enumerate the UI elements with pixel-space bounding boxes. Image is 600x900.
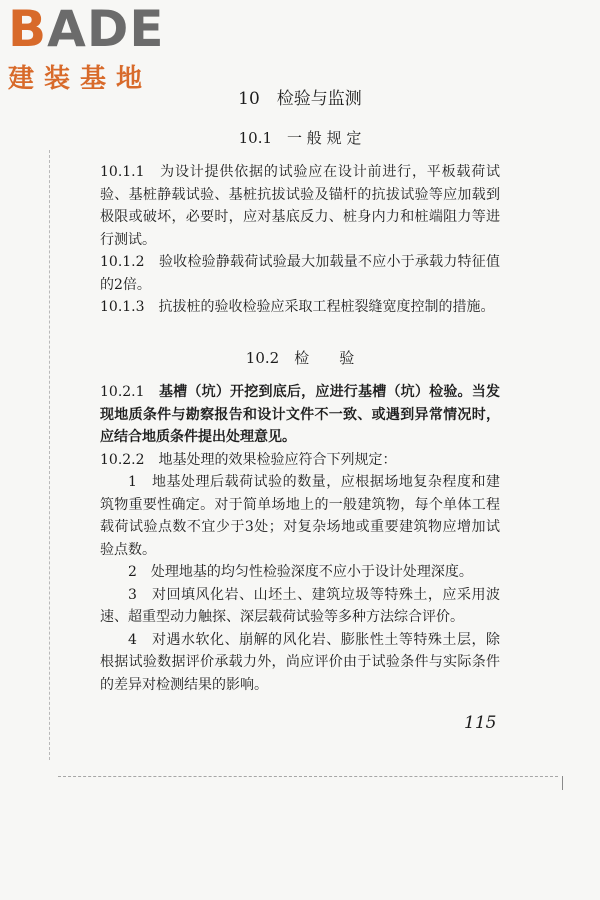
list-item-1: 1 地基处理后载荷试验的数量，应根据场地复杂程度和建筑物重要性确定。对于简单场地上的一般建筑物，每个单体工程载荷试验点数不宜少于3处；对复杂场地或重要建筑物应增加试验点数。 bbox=[100, 474, 500, 558]
list-item-4: 4 对遇水软化、崩解的风化岩、膨胀性土等特殊土层，除根据试验数据评价承载力外，尚应评价由于试验条件与实际条件的差异对检测结果的影响。 bbox=[100, 631, 500, 693]
list-item-3: 3 对回填风化岩、山坯土、建筑垃圾等特殊土，应采用波速、超重型动力触探、深层载荷试验等多种方法综合评价。 bbox=[100, 586, 500, 625]
clause-10-2-2: 10.2.2 地基处理的效果检验应符合下列规定： bbox=[100, 451, 397, 468]
clause-10-2-1: 10.2.1 基槽（坑）开挖到底后，应进行基槽（坑）检验。当发现地质条件与勘察报告和设计文件不一致、或遇到异常情况时，应结合地质条件提出处理意见。 bbox=[100, 384, 500, 445]
chapter-title: 10 检验与监测 bbox=[238, 89, 362, 109]
list-item-2: 2 处理地基的均匀性检验深度不应小于设计处理深度。 bbox=[128, 564, 473, 580]
page-bottom-line bbox=[58, 776, 558, 778]
page-edge-mark bbox=[562, 776, 563, 790]
clause-10-1-2: 10.1.2 验收检验静载荷试验最大加载量不应小于承载力特征值的2倍。 bbox=[100, 254, 500, 293]
logo-wordmark: BADE bbox=[8, 0, 165, 58]
clause-10-1-1: 10.1.1 为设计提供依据的试验应在设计前进行，平板载荷试验、基桩静载试验、基桩抗拔试验及锚杆的抗拔试验等应加载到极限或破坏，必要时，应对基底反力、桩身内力和桩端阻力等进行测试。 bbox=[100, 164, 501, 248]
section-title-10-2: 10.2 检 验 bbox=[245, 348, 355, 367]
clause-10-1-3: 10.1.3 抗拔桩的验收检验应采取工程桩裂缝宽度控制的措施。 bbox=[100, 299, 495, 315]
logo bbox=[8, 0, 165, 95]
document-page bbox=[100, 88, 500, 696]
page-number: 115 bbox=[464, 713, 497, 733]
section-title-10-1: 10.1 一 般 规 定 bbox=[238, 128, 362, 147]
logo-subtitle: 建装基地 bbox=[8, 64, 153, 94]
margin-guide-line bbox=[49, 150, 51, 760]
